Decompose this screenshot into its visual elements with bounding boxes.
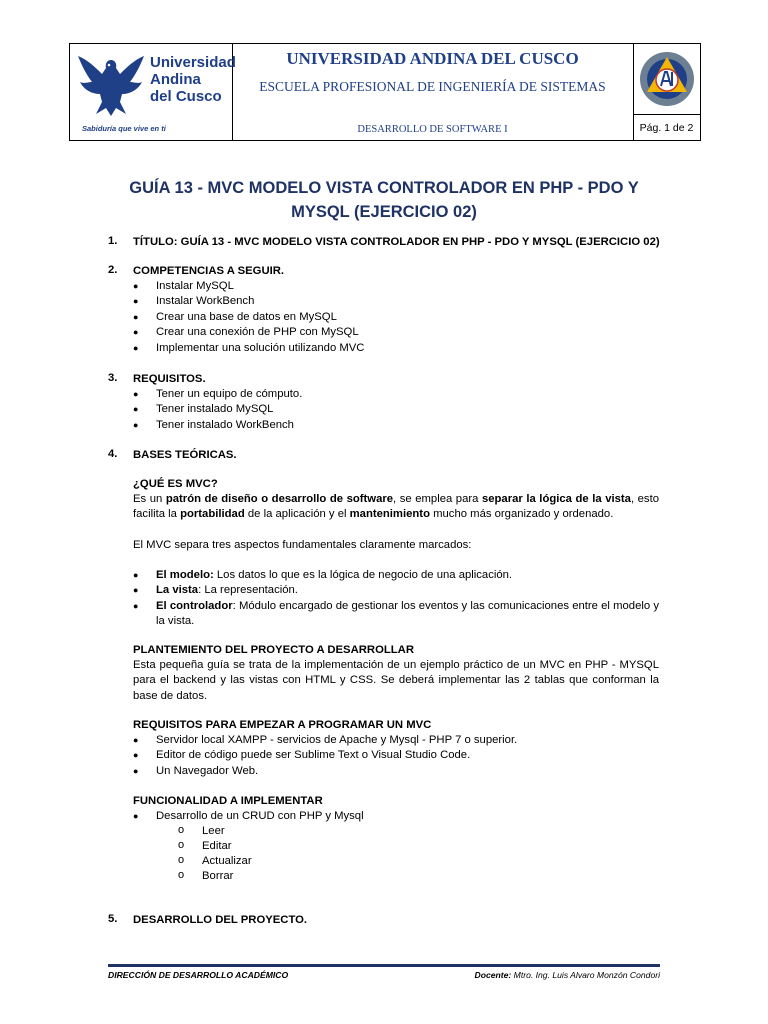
paragraph-plan: Esta pequeña guía se trata de la implementación de un ejemplo práctico de un MVC en PHP - MYSQL para el backend y las vistas con HTML y CSS. Se deberá implementar las 2 tablas que conforman la base de datos. (133, 659, 659, 702)
list-item: Editar (202, 840, 232, 852)
document-title: GUÍA 13 - MVC MODELO VISTA CONTROLADOR EN PHP - PDO Y MYSQL (EJERCICIO 02) (129, 179, 639, 221)
bullet-icon: ● (133, 766, 139, 776)
list-item: Instalar WorkBench (156, 295, 255, 307)
paragraph-mvc-definition: Es un patrón de diseño o desarrollo de software, se emplea para separar la lógica de la vista, esto facilita la portabilidad de la aplicación y el mantenimiento mucho más organizado y ordenado. (133, 493, 659, 521)
bullet-icon: ● (133, 343, 139, 353)
section-number: 5. (108, 913, 118, 925)
bullet-icon: ● (133, 312, 139, 322)
circle-bullet-icon: o (178, 839, 185, 851)
condor-emblem-icon (76, 52, 146, 118)
engineering-seal-icon (638, 48, 696, 110)
bullet-icon: ● (133, 281, 139, 291)
bullet-icon: ● (133, 296, 139, 306)
header-center (232, 44, 634, 140)
footer-department: DIRECCIÓN DE DESARROLLO ACADÉMICO (108, 970, 289, 980)
paragraph: El MVC separa tres aspectos fundamentales claramente marcados: (133, 539, 472, 551)
list-item: Borrar (202, 870, 234, 882)
section-number: 1. (108, 235, 118, 247)
list-item: Servidor local XAMPP - servicios de Apache y Mysql - PHP 7 o superior. (156, 734, 518, 746)
logo-wordmark: Universidad Andina del Cusco (150, 54, 236, 105)
school-name: ESCUELA PROFESIONAL DE INGENIERÍA DE SISTEMAS (259, 79, 606, 94)
subheading: FUNCIONALIDAD A IMPLEMENTAR (133, 795, 323, 807)
list-item: Un Navegador Web. (156, 765, 259, 777)
bullet-icon: ● (133, 585, 139, 595)
section-heading: DESARROLLO DEL PROYECTO. (133, 914, 308, 926)
footer-divider (108, 964, 660, 967)
list-item: Tener instalado WorkBench (156, 419, 294, 431)
section-heading: COMPETENCIAS A SEGUIR. (133, 265, 285, 277)
bullet-icon: ● (133, 404, 139, 414)
list-item: El controlador: Módulo encargado de gestionar los eventos y las comunicaciones entre el modelo y la vista. (156, 600, 659, 628)
list-item: Leer (202, 825, 225, 837)
section-title: TÍTULO: GUÍA 13 - MVC MODELO VISTA CONTROLADOR EN PHP - PDO Y MYSQL (EJERCICIO 02) (133, 236, 660, 248)
subheading: PLANTEMIENTO DEL PROYECTO A DESARROLLAR (133, 644, 414, 656)
section-heading: BASES TEÓRICAS. (133, 449, 237, 461)
bullet-icon: ● (133, 735, 139, 745)
list-item: El modelo: Los datos lo que es la lógica de negocio de una aplicación. (156, 569, 513, 581)
bullet-icon: ● (133, 601, 139, 611)
header-table (69, 43, 701, 141)
header-right (633, 44, 700, 140)
university-name: UNIVERSIDAD ANDINA DEL CUSCO (286, 49, 579, 68)
page-indicator: Pág. 1 de 2 (633, 114, 700, 141)
subheading: REQUISITOS PARA EMPEZAR A PROGRAMAR UN MVC (133, 719, 432, 731)
list-item: Instalar MySQL (156, 280, 234, 292)
bullet-icon: ● (133, 570, 139, 580)
circle-bullet-icon: o (178, 854, 185, 866)
section-number: 2. (108, 264, 118, 276)
list-item: Crear una conexión de PHP con MySQL (156, 326, 359, 338)
list-item: Implementar una solución utilizando MVC (156, 342, 365, 354)
section-number: 3. (108, 372, 118, 384)
logo-slogan: Sabiduría que vive en ti (82, 124, 166, 133)
circle-bullet-icon: o (178, 869, 185, 881)
list-item: Tener un equipo de cómputo. (156, 388, 303, 400)
subheading: ¿QUÉ ES MVC? (133, 478, 218, 490)
list-item: Tener instalado MySQL (156, 403, 274, 415)
footer-teacher: Docente: Mtro. Ing. Luis Alvaro Monzón Condori (474, 970, 660, 980)
list-item: La vista: La representación. (156, 584, 298, 596)
bullet-icon: ● (133, 750, 139, 760)
university-logo (70, 44, 236, 140)
bullet-icon: ● (133, 327, 139, 337)
bullet-icon: ● (133, 420, 139, 430)
list-item: Actualizar (202, 855, 252, 867)
list-item: Editor de código puede ser Sublime Text o Visual Studio Code. (156, 749, 471, 761)
bullet-icon: ● (133, 389, 139, 399)
list-item: Desarrollo de un CRUD con PHP y Mysql (156, 810, 364, 822)
circle-bullet-icon: o (178, 824, 185, 836)
section-number: 4. (108, 448, 118, 460)
section-heading: REQUISITOS. (133, 373, 206, 385)
list-item: Crear una base de datos en MySQL (156, 311, 337, 323)
bullet-icon: ● (133, 811, 139, 821)
course-name: DESARROLLO DE SOFTWARE I (357, 124, 508, 135)
